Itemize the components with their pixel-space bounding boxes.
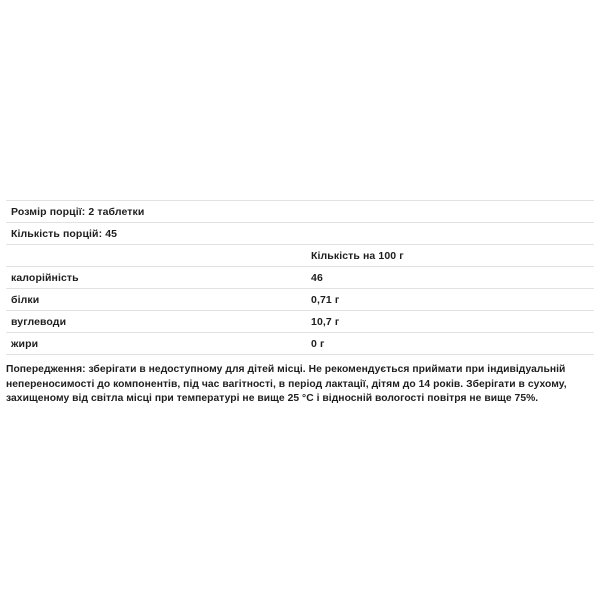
serving-count-label: Кількість порцій: 45 [6, 223, 594, 245]
table-row [6, 311, 594, 333]
table-header-row [6, 245, 594, 267]
nutrient-name: калорійність [6, 267, 306, 289]
nutrient-amount: 0,71 г [306, 289, 594, 311]
nutrient-amount: 0 г [306, 333, 594, 355]
nutrient-amount: 46 [306, 267, 594, 289]
header-name-cell [6, 245, 306, 267]
nutrient-name: вуглеводи [6, 311, 306, 333]
nutrient-amount: 10,7 г [306, 311, 594, 333]
serving-size-label: Розмір порції: 2 таблетки [6, 201, 594, 223]
serving-count-row [6, 223, 594, 245]
header-amount-cell: Кількість на 100 г [306, 245, 594, 267]
nutrition-table [6, 200, 594, 355]
table-row [6, 267, 594, 289]
warning-text: Попередження: зберігати в недоступному для дітей місці. Не рекомендується приймати при індивідуальній непереносимості до компонентів, під час вагітності, в період лактації, дітям до 14 років. Зберігати в сухому, захищеному від світла місці при температурі не вище 25 °С і відносній вологості повітря не вище 75%. [6, 364, 567, 404]
nutrient-name: білки [6, 289, 306, 311]
nutrient-name: жири [6, 333, 306, 355]
table-row [6, 333, 594, 355]
serving-size-row [6, 201, 594, 223]
table-row [6, 289, 594, 311]
nutrition-block [6, 200, 594, 407]
